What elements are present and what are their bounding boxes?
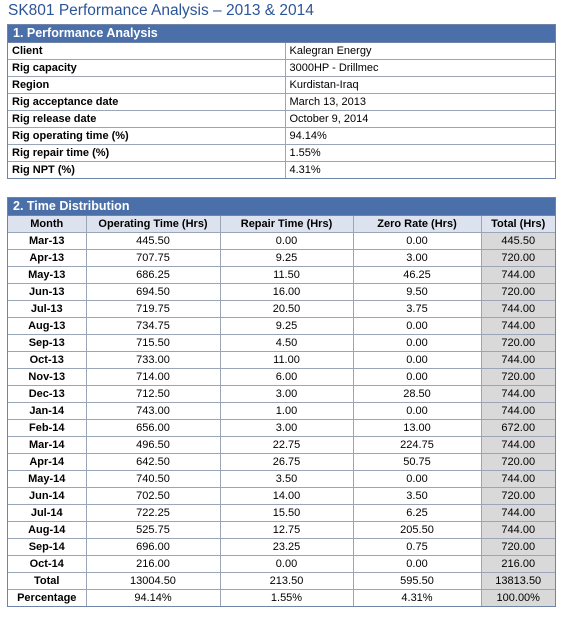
month-cell: Jul-13 xyxy=(8,301,86,318)
performance-value: 4.31% xyxy=(285,162,555,179)
operating-time-cell: 702.50 xyxy=(86,488,220,505)
repair-time-cell: 213.50 xyxy=(220,573,353,590)
table-row xyxy=(8,556,555,573)
table-row xyxy=(8,318,555,335)
performance-row xyxy=(8,128,555,145)
table-row xyxy=(8,420,555,437)
total-cell: 720.00 xyxy=(481,250,555,267)
operating-time-cell: 714.00 xyxy=(86,369,220,386)
performance-label: Rig NPT (%) xyxy=(8,162,285,179)
zero-rate-cell: 3.50 xyxy=(353,488,481,505)
month-cell: Sep-13 xyxy=(8,335,86,352)
time-distribution-heading: 2. Time Distribution xyxy=(8,198,555,216)
month-cell: Jul-14 xyxy=(8,505,86,522)
zero-rate-cell: 3.00 xyxy=(353,250,481,267)
operating-time-cell: 740.50 xyxy=(86,471,220,488)
month-cell: Jun-14 xyxy=(8,488,86,505)
total-row xyxy=(8,573,555,590)
total-cell: 744.00 xyxy=(481,505,555,522)
repair-time-cell: 14.00 xyxy=(220,488,353,505)
total-cell: 13813.50 xyxy=(481,573,555,590)
operating-time-cell: 694.50 xyxy=(86,284,220,301)
performance-label: Rig acceptance date xyxy=(8,94,285,111)
operating-time-cell: 715.50 xyxy=(86,335,220,352)
total-cell: 744.00 xyxy=(481,471,555,488)
zero-rate-cell: 0.75 xyxy=(353,539,481,556)
zero-rate-cell: 46.25 xyxy=(353,267,481,284)
total-cell: 744.00 xyxy=(481,301,555,318)
operating-time-cell: 13004.50 xyxy=(86,573,220,590)
performance-row xyxy=(8,111,555,128)
repair-time-cell: 9.25 xyxy=(220,318,353,335)
performance-value: October 9, 2014 xyxy=(285,111,555,128)
month-cell: Total xyxy=(8,573,86,590)
total-cell: 744.00 xyxy=(481,522,555,539)
performance-table xyxy=(8,43,555,178)
repair-time-cell: 26.75 xyxy=(220,454,353,471)
table-row xyxy=(8,233,555,250)
operating-time-cell: 656.00 xyxy=(86,420,220,437)
month-cell: Aug-14 xyxy=(8,522,86,539)
month-cell: Oct-14 xyxy=(8,556,86,573)
operating-time-cell: 216.00 xyxy=(86,556,220,573)
total-cell: 720.00 xyxy=(481,335,555,352)
month-cell: Feb-14 xyxy=(8,420,86,437)
month-cell: Nov-13 xyxy=(8,369,86,386)
zero-rate-cell: 3.75 xyxy=(353,301,481,318)
repair-time-cell: 23.25 xyxy=(220,539,353,556)
percentage-row xyxy=(8,590,555,607)
repair-time-cell: 3.00 xyxy=(220,420,353,437)
table-row xyxy=(8,250,555,267)
repair-time-cell: 9.25 xyxy=(220,250,353,267)
operating-time-cell: 642.50 xyxy=(86,454,220,471)
time-distribution-section xyxy=(7,197,556,607)
performance-analysis-section xyxy=(7,24,556,179)
performance-label: Client xyxy=(8,43,285,60)
month-cell: Oct-13 xyxy=(8,352,86,369)
month-cell: Jan-14 xyxy=(8,403,86,420)
total-cell: 744.00 xyxy=(481,437,555,454)
column-header: Repair Time (Hrs) xyxy=(220,216,353,233)
total-cell: 216.00 xyxy=(481,556,555,573)
month-cell: Mar-14 xyxy=(8,437,86,454)
table-row xyxy=(8,386,555,403)
month-cell: May-13 xyxy=(8,267,86,284)
repair-time-cell: 16.00 xyxy=(220,284,353,301)
repair-time-cell: 11.50 xyxy=(220,267,353,284)
operating-time-cell: 707.75 xyxy=(86,250,220,267)
column-header: Total (Hrs) xyxy=(481,216,555,233)
zero-rate-cell: 28.50 xyxy=(353,386,481,403)
zero-rate-cell: 0.00 xyxy=(353,318,481,335)
zero-rate-cell: 0.00 xyxy=(353,403,481,420)
month-cell: May-14 xyxy=(8,471,86,488)
performance-value: Kalegran Energy xyxy=(285,43,555,60)
operating-time-cell: 712.50 xyxy=(86,386,220,403)
total-cell: 720.00 xyxy=(481,454,555,471)
total-cell: 744.00 xyxy=(481,267,555,284)
total-cell: 445.50 xyxy=(481,233,555,250)
table-row xyxy=(8,369,555,386)
repair-time-cell: 12.75 xyxy=(220,522,353,539)
total-cell: 720.00 xyxy=(481,488,555,505)
month-cell: Jun-13 xyxy=(8,284,86,301)
repair-time-cell: 22.75 xyxy=(220,437,353,454)
performance-analysis-heading: 1. Performance Analysis xyxy=(8,25,555,43)
zero-rate-cell: 9.50 xyxy=(353,284,481,301)
zero-rate-cell: 0.00 xyxy=(353,556,481,573)
time-distribution-table xyxy=(8,216,555,606)
performance-value: 1.55% xyxy=(285,145,555,162)
zero-rate-cell: 205.50 xyxy=(353,522,481,539)
zero-rate-cell: 224.75 xyxy=(353,437,481,454)
performance-value: March 13, 2013 xyxy=(285,94,555,111)
operating-time-cell: 686.25 xyxy=(86,267,220,284)
table-row xyxy=(8,505,555,522)
repair-time-cell: 3.50 xyxy=(220,471,353,488)
performance-value: 94.14% xyxy=(285,128,555,145)
operating-time-cell: 722.25 xyxy=(86,505,220,522)
performance-label: Rig capacity xyxy=(8,60,285,77)
repair-time-cell: 11.00 xyxy=(220,352,353,369)
performance-row xyxy=(8,162,555,179)
repair-time-cell: 1.00 xyxy=(220,403,353,420)
operating-time-cell: 743.00 xyxy=(86,403,220,420)
month-cell: Mar-13 xyxy=(8,233,86,250)
month-cell: Apr-13 xyxy=(8,250,86,267)
repair-time-cell: 0.00 xyxy=(220,556,353,573)
zero-rate-cell: 0.00 xyxy=(353,233,481,250)
performance-label: Region xyxy=(8,77,285,94)
operating-time-cell: 496.50 xyxy=(86,437,220,454)
repair-time-cell: 6.00 xyxy=(220,369,353,386)
month-cell: Aug-13 xyxy=(8,318,86,335)
table-row xyxy=(8,437,555,454)
operating-time-cell: 525.75 xyxy=(86,522,220,539)
table-row xyxy=(8,454,555,471)
performance-row xyxy=(8,77,555,94)
total-cell: 744.00 xyxy=(481,352,555,369)
operating-time-cell: 94.14% xyxy=(86,590,220,607)
performance-row xyxy=(8,60,555,77)
performance-label: Rig release date xyxy=(8,111,285,128)
operating-time-cell: 445.50 xyxy=(86,233,220,250)
total-cell: 100.00% xyxy=(481,590,555,607)
operating-time-cell: 696.00 xyxy=(86,539,220,556)
repair-time-cell: 3.00 xyxy=(220,386,353,403)
zero-rate-cell: 0.00 xyxy=(353,352,481,369)
performance-row xyxy=(8,94,555,111)
operating-time-cell: 719.75 xyxy=(86,301,220,318)
total-cell: 744.00 xyxy=(481,318,555,335)
zero-rate-cell: 13.00 xyxy=(353,420,481,437)
month-cell: Apr-14 xyxy=(8,454,86,471)
performance-value: 3000HP - Drillmec xyxy=(285,60,555,77)
month-cell: Sep-14 xyxy=(8,539,86,556)
table-row xyxy=(8,403,555,420)
table-row xyxy=(8,301,555,318)
total-cell: 744.00 xyxy=(481,403,555,420)
total-cell: 744.00 xyxy=(481,386,555,403)
operating-time-cell: 734.75 xyxy=(86,318,220,335)
repair-time-cell: 4.50 xyxy=(220,335,353,352)
column-header: Operating Time (Hrs) xyxy=(86,216,220,233)
table-row xyxy=(8,488,555,505)
zero-rate-cell: 0.00 xyxy=(353,471,481,488)
repair-time-cell: 1.55% xyxy=(220,590,353,607)
column-header: Zero Rate (Hrs) xyxy=(353,216,481,233)
operating-time-cell: 733.00 xyxy=(86,352,220,369)
zero-rate-cell: 0.00 xyxy=(353,369,481,386)
zero-rate-cell: 50.75 xyxy=(353,454,481,471)
performance-row xyxy=(8,145,555,162)
repair-time-cell: 20.50 xyxy=(220,301,353,318)
table-row xyxy=(8,471,555,488)
total-cell: 672.00 xyxy=(481,420,555,437)
table-row xyxy=(8,539,555,556)
table-row xyxy=(8,284,555,301)
repair-time-cell: 0.00 xyxy=(220,233,353,250)
month-cell: Percentage xyxy=(8,590,86,607)
zero-rate-cell: 6.25 xyxy=(353,505,481,522)
zero-rate-cell: 0.00 xyxy=(353,335,481,352)
table-row xyxy=(8,352,555,369)
table-row xyxy=(8,335,555,352)
zero-rate-cell: 4.31% xyxy=(353,590,481,607)
total-cell: 720.00 xyxy=(481,284,555,301)
month-cell: Dec-13 xyxy=(8,386,86,403)
performance-value: Kurdistan-Iraq xyxy=(285,77,555,94)
performance-row xyxy=(8,43,555,60)
table-row xyxy=(8,522,555,539)
repair-time-cell: 15.50 xyxy=(220,505,353,522)
zero-rate-cell: 595.50 xyxy=(353,573,481,590)
table-row xyxy=(8,267,555,284)
column-header: Month xyxy=(8,216,86,233)
performance-label: Rig operating time (%) xyxy=(8,128,285,145)
document-title: SK801 Performance Analysis – 2013 & 2014 xyxy=(8,2,314,19)
total-cell: 720.00 xyxy=(481,369,555,386)
performance-label: Rig repair time (%) xyxy=(8,145,285,162)
total-cell: 720.00 xyxy=(481,539,555,556)
